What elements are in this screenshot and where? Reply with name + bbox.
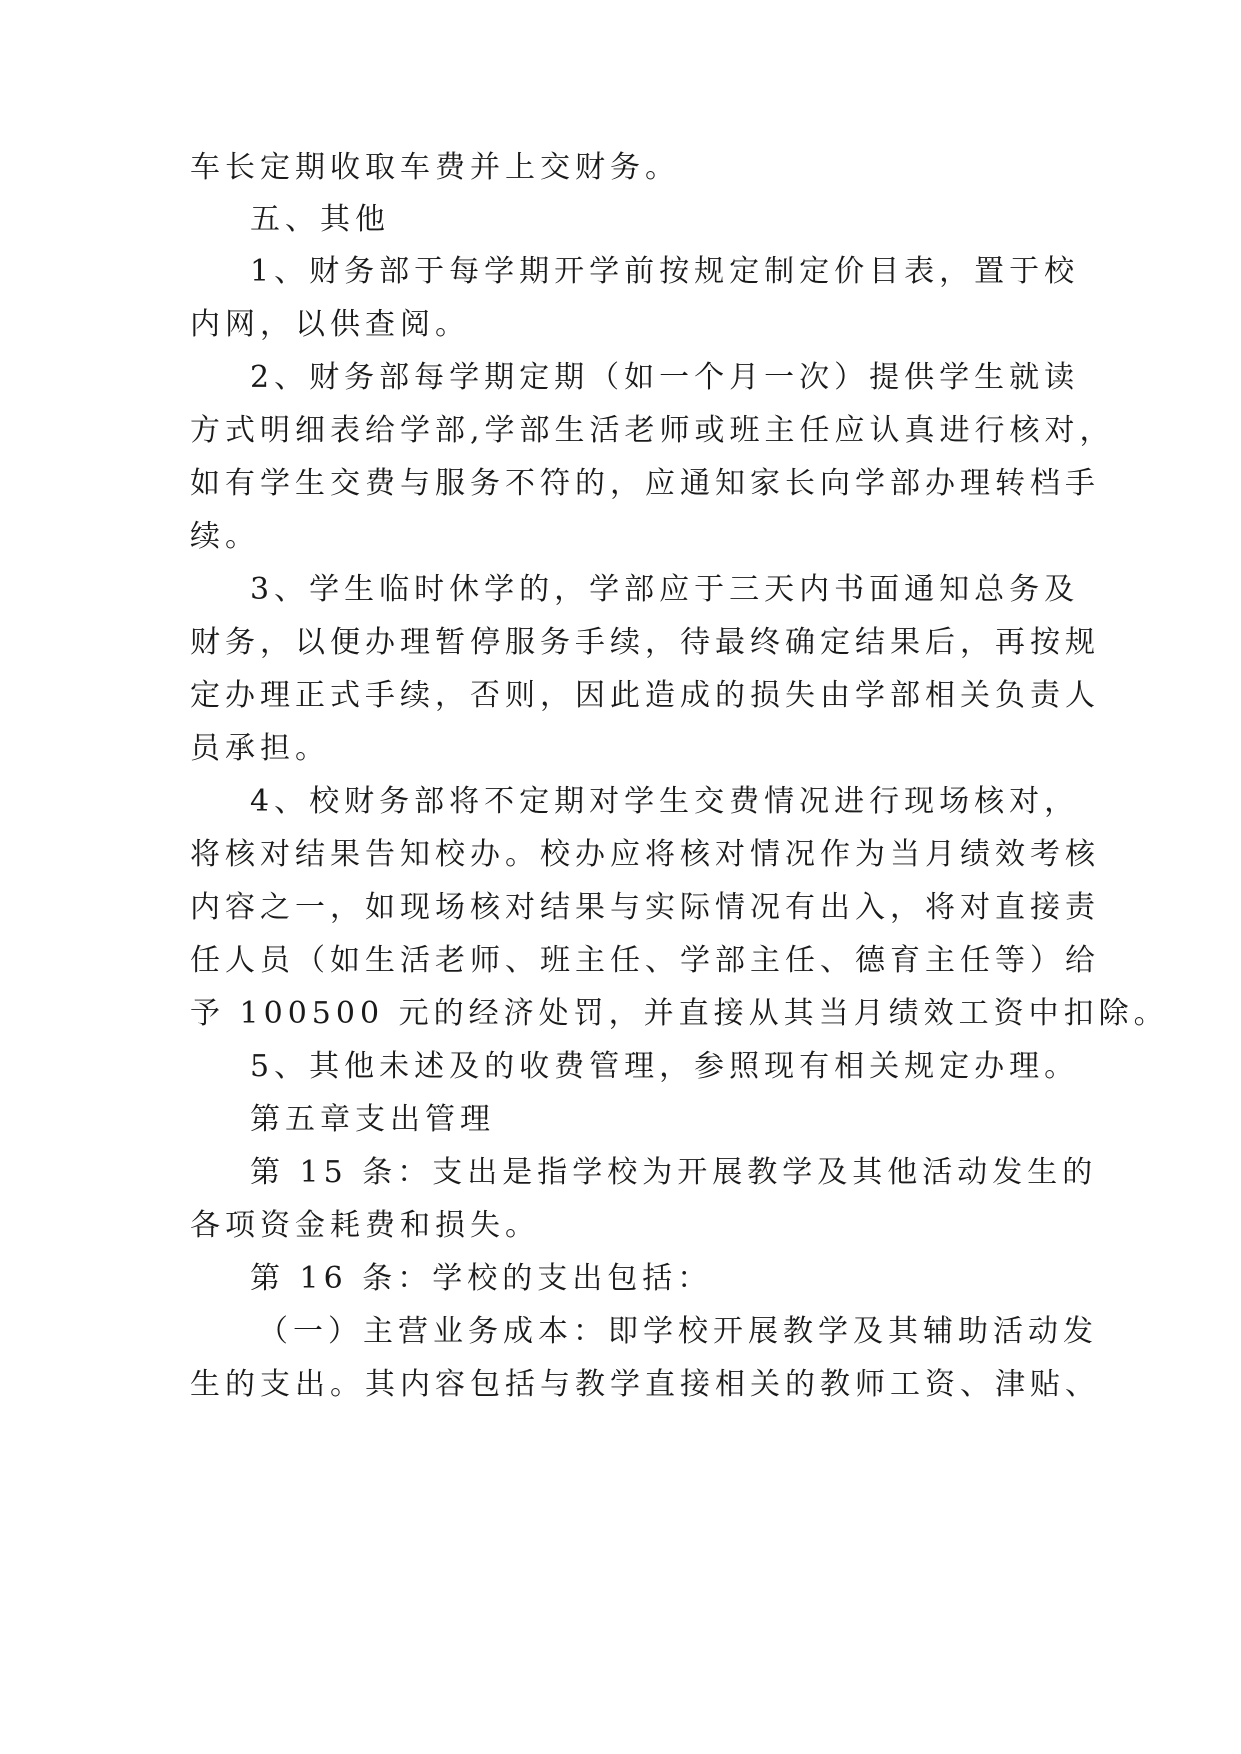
text-line: 任人员（如生活老师、班主任、学部主任、德育主任等）给	[190, 943, 1100, 978]
text-line: 生的支出。其内容包括与教学直接相关的教师工资、津贴、	[190, 1367, 1100, 1402]
text-line: 员承担。	[190, 731, 330, 766]
text-line: 予 100500 元的经济处罚，并直接从其当月绩效工资中扣除。	[190, 996, 1169, 1031]
section-heading: 五、其他	[250, 202, 390, 237]
text-line: 定办理正式手续，否则，因此造成的损失由学部相关负责人	[190, 678, 1100, 713]
article-line: 第 15 条：支出是指学校为开展教学及其他活动发生的	[250, 1155, 1098, 1190]
text-line: 方式明细表给学部,学部生活老师或班主任应认真进行核对，	[190, 413, 1115, 448]
text-line: 车长定期收取车费并上交财务。	[190, 150, 680, 185]
text-line: 1、财务部于每学期开学前按规定制定价目表，置于校	[250, 254, 1080, 289]
text-line: 3、学生临时休学的，学部应于三天内书面通知总务及	[250, 572, 1080, 607]
text-line: 内容之一，如现场核对结果与实际情况有出入，将对直接责	[190, 890, 1100, 925]
text-line: 各项资金耗费和损失。	[190, 1208, 540, 1243]
text-line: （一）主营业务成本：即学校开展教学及其辅助活动发	[258, 1314, 1098, 1349]
text-line: 5、其他未述及的收费管理，参照现有相关规定办理。	[250, 1049, 1080, 1084]
article-line: 第 16 条：学校的支出包括：	[250, 1261, 713, 1296]
text-line: 将核对结果告知校办。校办应将核对情况作为当月绩效考核	[190, 837, 1100, 872]
text-line: 如有学生交费与服务不符的，应通知家长向学部办理转档手	[190, 466, 1100, 501]
text-line: 2、财务部每学期定期（如一个月一次）提供学生就读	[250, 360, 1080, 395]
text-line: 内网，以供查阅。	[190, 307, 470, 342]
chapter-heading: 第五章支出管理	[250, 1102, 495, 1137]
text-line: 财务，以便办理暂停服务手续，待最终确定结果后，再按规	[190, 625, 1100, 660]
text-line: 续。	[190, 519, 260, 554]
text-line: 4、校财务部将不定期对学生交费情况进行现场核对，	[250, 784, 1080, 819]
